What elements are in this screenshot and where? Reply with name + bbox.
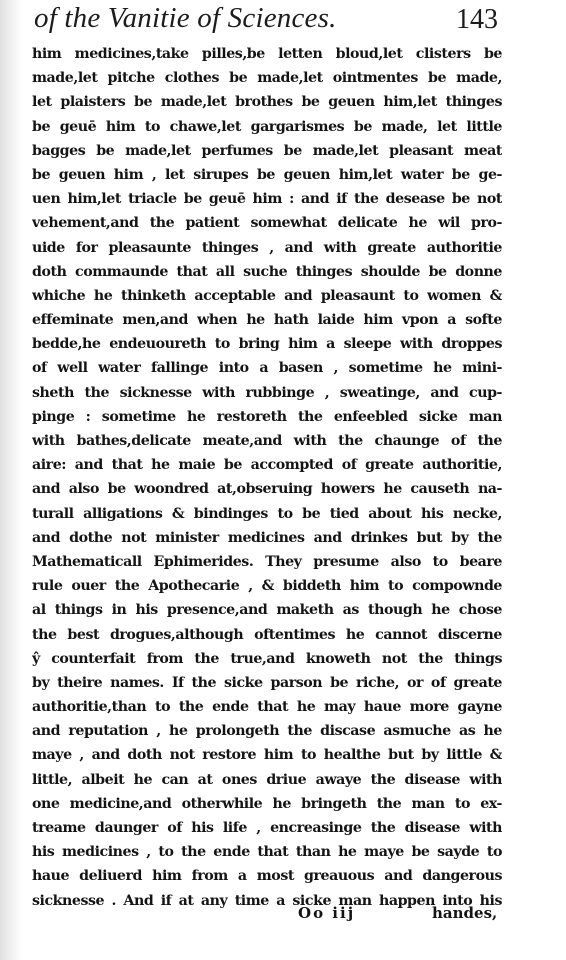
text-line: pinge : sometime he restoreth the enfeebled sicke man — [32, 408, 502, 425]
text-line: whiche he thinketh acceptable and pleasaunt to women & — [32, 287, 502, 304]
text-line: little, albeit he can at ones driue awaye the disease with — [32, 771, 502, 788]
text-line: Mathematicall Ephimerides. They presume also to beare — [32, 553, 502, 570]
page-footer — [0, 904, 566, 934]
text-line: be geuen him , let sirupes be geuen him,let water be ge- — [32, 166, 502, 183]
text-line: doth commaunde that all suche thinges shoulde be donne — [32, 263, 502, 280]
text-line: him medicines,take pilles,be letten bloud,let clisters be — [32, 46, 502, 62]
text-line: treame daunger of his life , encreasinge the disease with — [32, 820, 502, 836]
text-line: uide for pleasaunte thinges , and with greate authoritie — [32, 239, 502, 256]
text-line: and reputation , he prolongeth the discase asmuche as he — [32, 723, 502, 740]
text-line: effeminate men,and when he hath laide him vpon a softe — [32, 312, 502, 329]
text-line: authoritie,than to the ende that he may haue more gayne — [32, 699, 502, 716]
text-line: and dothe not minister medicines and drinkes but by the — [32, 529, 502, 546]
catchword: handes, — [432, 904, 498, 922]
text-line: sheth the sicknesse with rubbinge , sweatinge, and cup- — [32, 384, 502, 401]
text-line: bedde,he endeuoureth to bring him a sleepe with droppes — [32, 336, 502, 353]
text-line: haue deliuerd him from a most greauous and dangerous — [32, 868, 502, 885]
gutter-shadow — [0, 0, 22, 960]
text-line: let plaisters be made,let brothes be geuen him,let thinges — [32, 94, 502, 111]
text-line: vehement,and the patient somewhat delicate he wil pro- — [32, 215, 502, 232]
text-line: rule ouer the Apothecarie , & biddeth him to compownde — [32, 578, 502, 595]
text-line: aire: and that he maie be accompted of greate authoritie, — [32, 457, 502, 474]
text-line: turall alligations & bindinges to be tied about his necke, — [32, 505, 502, 522]
body-text — [32, 42, 502, 913]
text-line: be geuē him to chawe,let gargarismes be made, let little — [32, 118, 502, 135]
text-line: with bathes,delicate meate,and with the chaunge of the — [32, 433, 502, 449]
text-line: ŷ counterfait from the true,and knoweth not the things — [32, 650, 502, 667]
text-line: sicknesse . And if at any time a sicke man happen into his — [32, 892, 502, 909]
page-number: 143 — [456, 4, 498, 35]
text-line: the best drogues,although oftentimes he cannot discerne — [32, 626, 502, 643]
text-line: bagges be made,let perfumes be made,let pleasant meat — [32, 142, 502, 159]
running-head: of the Vanitie of Sciences. — [34, 2, 337, 34]
text-line: his medicines , to the ende that than he maye be sayde to — [32, 844, 502, 861]
text-line: uen him,let triacle be geuē him : and if the desease be not — [32, 191, 502, 208]
text-line: by theire names. If the sicke parson be riche, or of greate — [32, 674, 502, 691]
text-line: of well water fallinge into a basen , sometime he mini- — [32, 360, 502, 377]
text-line: maye , and doth not restore him to healthe but by little & — [32, 747, 502, 764]
text-line: made,let pitche clothes be made,let ointmentes be made, — [32, 70, 502, 87]
text-line: al things in his presence,and maketh as though he chose — [32, 602, 502, 619]
signature-mark: Oo iij — [298, 904, 356, 922]
text-line: one medicine,and otherwhile he bringeth the man to ex- — [32, 795, 502, 812]
text-line: and also be woondred at,obseruing howers he causeth na- — [32, 481, 502, 498]
